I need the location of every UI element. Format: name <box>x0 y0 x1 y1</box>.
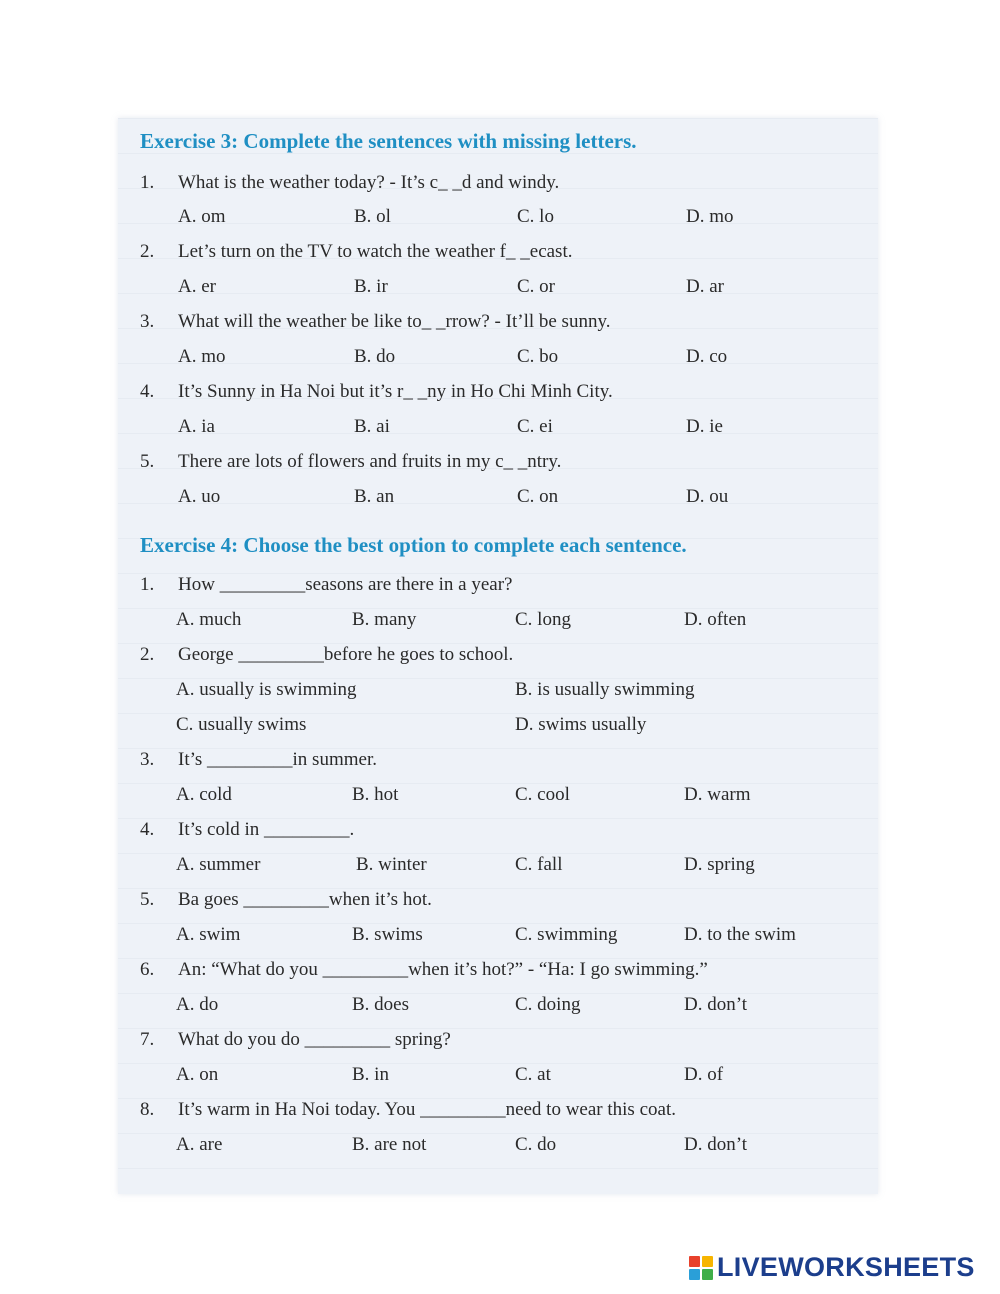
option-c[interactable]: C. do <box>515 1134 557 1155</box>
option-c[interactable]: C. at <box>515 1064 551 1085</box>
logo-square-green <box>702 1269 713 1280</box>
question: 2. George _________before he goes to school. <box>140 644 514 665</box>
question-text: Let’s turn on the TV to watch the weather f_ _ecast. <box>178 241 573 262</box>
question: 3. It’s _________in summer. <box>140 749 377 770</box>
option-d[interactable]: D. ar <box>686 276 724 297</box>
option-c[interactable]: C. doing <box>515 994 581 1015</box>
question-text: What is the weather today? - It’s c_ _d and windy. <box>178 172 560 193</box>
option-b[interactable]: B. do <box>354 346 396 367</box>
logo-text: LIVEWORKSHEETS <box>717 1252 975 1282</box>
question: 1. What is the weather today? - It’s c_ _d and windy. <box>140 172 560 193</box>
exercise-3-title: Exercise 3: Complete the sentences with missing letters. <box>140 129 637 153</box>
option-c[interactable]: C. or <box>517 276 555 297</box>
option-b[interactable]: B. many <box>352 609 417 630</box>
option-a[interactable]: A. on <box>176 1064 219 1085</box>
option-d[interactable]: D. ou <box>686 486 729 507</box>
option-b[interactable]: B. swims <box>352 924 423 945</box>
option-a[interactable]: A. summer <box>176 854 261 875</box>
question-text: An: “What do you _________when it’s hot?” - “Ha: I go swimming.” <box>178 959 708 980</box>
option-b[interactable]: B. ol <box>354 206 391 227</box>
option-d[interactable]: D. don’t <box>684 994 747 1015</box>
logo-square-yellow <box>702 1256 713 1267</box>
option-d[interactable]: D. often <box>684 609 747 630</box>
option-d[interactable]: D. swims usually <box>515 714 647 735</box>
question: 1. How _________seasons are there in a year? <box>140 574 513 595</box>
option-b[interactable]: B. ai <box>354 416 390 437</box>
option-d[interactable]: D. to the swim <box>684 924 796 945</box>
question: 8. It’s warm in Ha Noi today. You _________need to wear this coat. <box>140 1099 676 1120</box>
option-a[interactable]: A. do <box>176 994 219 1015</box>
option-a[interactable]: A. mo <box>178 346 226 367</box>
logo-icon <box>689 1256 713 1280</box>
question-text: George _________before he goes to school. <box>178 644 514 665</box>
question: 4. It’s cold in _________. <box>140 819 355 840</box>
option-b[interactable]: B. hot <box>352 784 399 805</box>
logo-square-red <box>689 1256 700 1267</box>
option-a[interactable]: A. er <box>178 276 216 297</box>
option-a[interactable]: A. usually is swimming <box>176 679 357 700</box>
option-c[interactable]: C. swimming <box>515 924 618 945</box>
option-d[interactable]: D. mo <box>686 206 734 227</box>
question-text: What do you do _________ spring? <box>178 1029 451 1050</box>
question: 2. Let’s turn on the TV to watch the weather f_ _ecast. <box>140 241 573 262</box>
option-c[interactable]: C. usually swims <box>176 714 307 735</box>
option-b[interactable]: B. winter <box>356 854 427 875</box>
option-b[interactable]: B. is usually swimming <box>515 679 695 700</box>
question-text: How _________seasons are there in a year? <box>178 574 513 595</box>
option-b[interactable]: B. are not <box>352 1134 427 1155</box>
question: 7. What do you do _________ spring? <box>140 1029 451 1050</box>
question-text: What will the weather be like to_ _rrow? - It’ll be sunny. <box>178 311 611 332</box>
option-c[interactable]: C. lo <box>517 206 554 227</box>
option-a[interactable]: A. are <box>176 1134 223 1155</box>
question: 6. An: “What do you _________when it’s hot?” - “Ha: I go swimming.” <box>140 959 708 980</box>
option-a[interactable]: A. much <box>176 609 242 630</box>
logo-square-blue <box>689 1269 700 1280</box>
question: 5. There are lots of flowers and fruits in my c_ _ntry. <box>140 451 562 472</box>
option-c[interactable]: C. on <box>517 486 559 507</box>
question: 3. What will the weather be like to_ _rrow? - It’ll be sunny. <box>140 311 611 332</box>
question-text: It’s cold in _________. <box>178 819 355 840</box>
option-d[interactable]: D. co <box>686 346 728 367</box>
liveworksheets-logo[interactable] <box>689 1252 975 1283</box>
option-c[interactable]: C. ei <box>517 416 553 437</box>
option-a[interactable]: A. swim <box>176 924 241 945</box>
option-c[interactable]: C. cool <box>515 784 570 805</box>
option-d[interactable]: D. warm <box>684 784 751 805</box>
question-text: It’s Sunny in Ha Noi but it’s r_ _ny in Ho Chi Minh City. <box>178 381 613 402</box>
option-a[interactable]: A. cold <box>176 784 232 805</box>
option-b[interactable]: B. in <box>352 1064 389 1085</box>
exercise-4-title: Exercise 4: Choose the best option to complete each sentence. <box>140 533 687 557</box>
question: 4. It’s Sunny in Ha Noi but it’s r_ _ny in Ho Chi Minh City. <box>140 381 613 402</box>
option-d[interactable]: D. ie <box>686 416 723 437</box>
option-d[interactable]: D. of <box>684 1064 724 1085</box>
question-text: Ba goes _________when it’s hot. <box>178 889 432 910</box>
option-a[interactable]: A. om <box>178 206 226 227</box>
option-d[interactable]: D. spring <box>684 854 755 875</box>
option-a[interactable]: A. uo <box>178 486 221 507</box>
option-a[interactable]: A. ia <box>178 416 215 437</box>
option-b[interactable]: B. ir <box>354 276 388 297</box>
question-text: It’s _________in summer. <box>178 749 377 770</box>
option-c[interactable]: C. fall <box>515 854 563 875</box>
question-text: There are lots of flowers and fruits in my c_ _ntry. <box>178 451 562 472</box>
option-d[interactable]: D. don’t <box>684 1134 747 1155</box>
question: 5. Ba goes _________when it’s hot. <box>140 889 432 910</box>
worksheet-page <box>118 118 878 1194</box>
option-b[interactable]: B. an <box>354 486 395 507</box>
option-c[interactable]: C. bo <box>517 346 559 367</box>
option-c[interactable]: C. long <box>515 609 571 630</box>
option-b[interactable]: B. does <box>352 994 409 1015</box>
question-text: It’s warm in Ha Noi today. You _________need to wear this coat. <box>178 1099 676 1120</box>
